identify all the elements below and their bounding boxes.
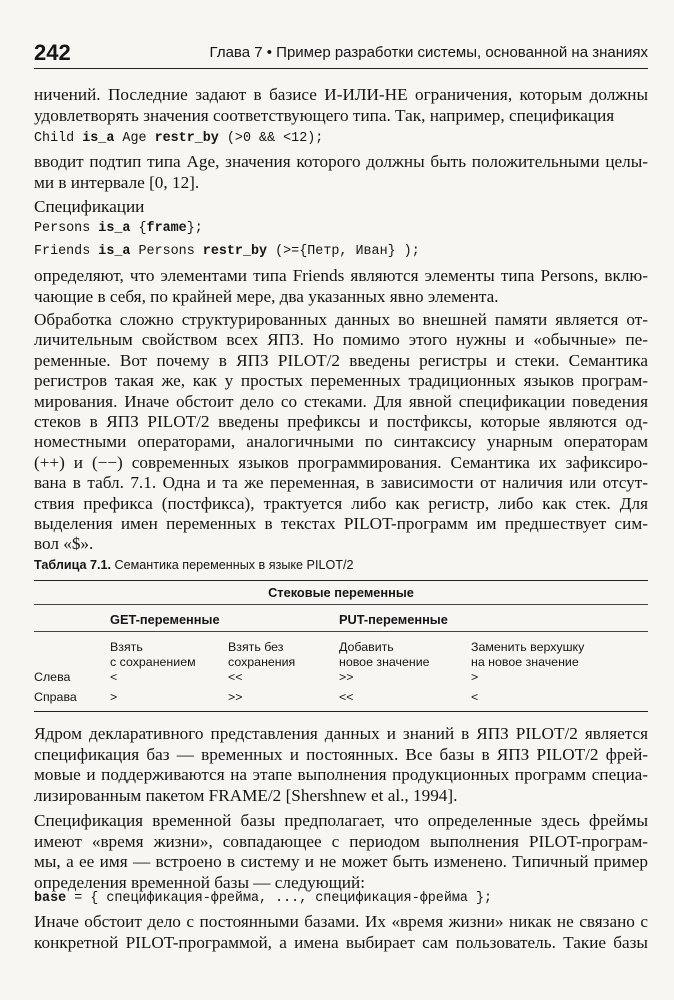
text-line: мы, а ее имя — встроено в систему и не может быть изменено. Типичный пример	[34, 852, 648, 872]
text-line: личительным свойством всех ЯПЗ. Но помимо этого нужны и «обычные» пе-	[34, 330, 648, 350]
table-cell: <	[110, 670, 118, 684]
text-line: (++) и (−−) современных языков программирования. Семантика их зафиксиро-	[34, 452, 648, 472]
page-header	[34, 38, 648, 69]
table-cell: >>	[228, 690, 243, 704]
text-line: Спецификация временной базы предполагает, что определенные здесь фреймы	[34, 811, 648, 830]
code-persons: Persons is_a {frame};	[34, 221, 203, 236]
text-line: определения временной базы — следующий:	[34, 872, 365, 892]
text-line: регистров такая же, как у простых переменных традиционных языков програм-	[34, 371, 648, 391]
group-header: Стековые переменные	[268, 585, 414, 600]
table-bottom-rule	[34, 711, 648, 712]
running-title: Глава 7 • Пример разработки системы, основанной на знаниях	[209, 44, 648, 61]
table-caption: Таблица 7.1. Семантика переменных в языке PILOT/2	[34, 558, 354, 572]
paragraph-4	[34, 266, 648, 307]
text-line: вана в табл. 7.1. Одна и та же переменная, в зависимости от наличия или отсут-	[34, 473, 648, 493]
column-header: Взять без сохранения	[228, 640, 296, 669]
text-line: ременные. Вот почему в ЯПЗ PILOT/2 введены регистры и стеки. Семантика	[34, 350, 648, 370]
row-label: Справа	[34, 690, 77, 704]
code-child-age: Child is_a Age restr_by (>0 && <12);	[34, 131, 324, 146]
page-number: 242	[34, 40, 71, 65]
table-column-headers	[34, 640, 648, 672]
text-line: лизированным пакетом FRAME/2 [Shershnew et al., 1994].	[34, 785, 458, 805]
text-line: Обработка сложно структурированных данных во внешней памяти является от-	[34, 310, 648, 329]
text-line: вол «$».	[34, 534, 94, 554]
text-line: Иначе обстоит дело с постоянными базами. Их «время жизни» никак не связано с	[34, 912, 648, 931]
text-line: мирования. Иначе обстоит дело со стеками. Для явной спецификации поведения	[34, 391, 648, 411]
table-group-header-row	[34, 585, 648, 605]
code-friends: Friends is_a Persons restr_by (>={Петр, Иван} );	[34, 244, 420, 259]
text-line: вводит подтип типа Age, значения которого должны быть положительными целы-	[34, 152, 648, 171]
text-line: стеков в ЯПЗ PILOT/2 введены префиксы и постфиксы, которые являются од-	[34, 412, 648, 432]
table-cell: <<	[228, 670, 243, 684]
text-line: выделения имен переменных в текстах PILOT-программ им предшествует сим-	[34, 514, 648, 534]
paragraph-2	[34, 152, 648, 193]
text-line: имеют «время жизни», совпадающее с периодом выполнения PILOT-програм-	[34, 831, 648, 851]
table-top-rule	[34, 580, 648, 581]
paragraph-1	[34, 85, 648, 126]
text-line: номестными операторами, аналогичными по синтаксису унарным операторам	[34, 432, 648, 452]
column-header: Добавить новое значение	[339, 640, 430, 669]
code-base: base = { спецификация-фрейма, ..., спецификация-фрейма };	[34, 891, 493, 906]
table-cell: >>	[339, 670, 354, 684]
table-cell: <<	[339, 690, 354, 704]
table-subheader-row	[34, 612, 648, 632]
paragraph-7	[34, 811, 648, 893]
text-line: Спецификации	[34, 197, 145, 216]
table-cell: <	[471, 690, 479, 704]
paragraph-3	[34, 197, 648, 218]
table-cell: >	[110, 690, 118, 704]
paragraph-5	[34, 310, 648, 555]
table-sub-rule	[34, 631, 648, 632]
get-header: GET-переменные	[110, 612, 220, 627]
table-row	[34, 690, 648, 708]
table-row	[34, 670, 648, 688]
paragraph-6	[34, 724, 648, 806]
column-header: Взять с сохранением	[110, 640, 196, 669]
text-line: чающие в себя, по крайней мере, два указанных явно элемента.	[34, 286, 499, 306]
table-cell: >	[471, 670, 479, 684]
text-line: определяют, что элементами типа Friends являются элементы типа Persons, вклю-	[34, 266, 648, 285]
text-line: ничений. Последние задают в базисе И-ИЛИ-НЕ ограничения, которым должны	[34, 85, 648, 104]
text-line: мовые и поддерживаются на этапе выполнения продукционных программ специа-	[34, 765, 648, 785]
text-line: спецификация баз — временных и постоянных. Все базы в ЯПЗ PILOT/2 фрей-	[34, 744, 648, 764]
table-mid-rule	[34, 604, 648, 605]
text-line: ми в интервале [0, 12].	[34, 172, 200, 192]
text-line: Ядром декларативного представления данных и знаний в ЯПЗ PILOT/2 является	[34, 724, 648, 743]
row-label: Слева	[34, 670, 71, 684]
text-line: удовлетворять значения соответствующего типа. Так, например, спецификация	[34, 105, 615, 125]
text-line: ствия префикса (постфикса), трактуется либо как регистр, либо как стек. Для	[34, 493, 648, 513]
paragraph-8	[34, 912, 648, 953]
column-header: Заменить верхушку на новое значение	[471, 640, 585, 669]
put-header: PUT-переменные	[339, 612, 448, 627]
text-line: конкретной PILOT-программой, а имена выбирает сам пользователь. Такие базы	[34, 932, 648, 952]
